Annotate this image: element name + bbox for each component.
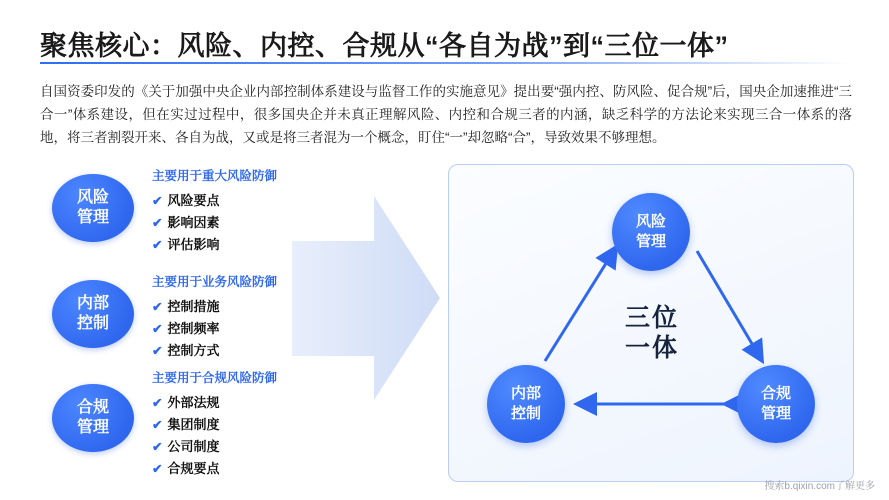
transition-arrow-icon xyxy=(292,186,442,416)
pill-risk-line1: 风险 xyxy=(76,189,109,206)
center-line1: 三位 xyxy=(624,304,679,332)
check-icon: ✔ xyxy=(152,396,163,410)
node-top-line1: 风险 xyxy=(635,213,666,230)
node-right-line1: 合规 xyxy=(760,385,791,402)
pill-risk-management xyxy=(52,174,134,242)
list-item-label: 控制方式 xyxy=(167,343,220,358)
footer-watermark: 搜索b.qixin.com了解更多 xyxy=(764,481,875,492)
check-icon: ✔ xyxy=(152,418,163,432)
node-top-line2: 管理 xyxy=(635,233,666,250)
check-icon: ✔ xyxy=(152,300,163,314)
node-risk-management xyxy=(612,193,690,271)
check-icon: ✔ xyxy=(152,440,163,454)
list-item xyxy=(152,458,277,480)
check-icon: ✔ xyxy=(152,462,163,476)
pill-compliance-management xyxy=(52,384,134,452)
pill-control-line1: 内部 xyxy=(76,295,109,312)
list-item xyxy=(152,318,277,340)
pill-internal-control xyxy=(52,280,134,348)
group-risk xyxy=(152,166,277,256)
list-item-label: 风险要点 xyxy=(167,193,220,208)
check-icon: ✔ xyxy=(152,216,163,230)
list-item xyxy=(152,340,277,362)
center-line2: 一体 xyxy=(624,334,679,362)
node-right-line2: 管理 xyxy=(760,405,791,422)
list-item xyxy=(152,392,277,414)
intro-paragraph: 自国资委印发的《关于加强中央企业内部控制体系建设与监督工作的实施意见》提出要“强内控、防风险、促合规”后，国央企加速推进“三合一”体系建设，但在实过过程中，很多国央企并未真正理解风险、内控和合规三者的内涵，缺乏科学的方法论来实现三合一体系的落地，将三者割裂开来、各自为战，又或是将三者混为一个概念，盯住“一”却忽略“合”，导致效果不够理想。 xyxy=(40,84,852,145)
list-item-label: 公司制度 xyxy=(167,439,220,454)
group-control-heading: 主要用于业务风险防御 xyxy=(152,275,278,289)
list-item-label: 集团制度 xyxy=(167,417,220,432)
group-internal-control xyxy=(152,272,277,362)
list-item-label: 控制措施 xyxy=(167,299,220,314)
center-label xyxy=(597,303,707,363)
node-compliance-management xyxy=(737,365,815,443)
pill-compliance-line2: 管理 xyxy=(76,419,109,436)
list-item xyxy=(152,234,277,256)
right-diagram-panel xyxy=(448,164,854,482)
pill-risk-line2: 管理 xyxy=(76,209,109,226)
check-icon: ✔ xyxy=(152,238,163,252)
list-item-label: 影响因素 xyxy=(167,215,220,230)
list-item-label: 评估影响 xyxy=(167,237,220,252)
group-compliance-heading: 主要用于合规风险防御 xyxy=(152,371,278,385)
pill-compliance-line1: 合规 xyxy=(76,399,109,416)
check-icon: ✔ xyxy=(152,344,163,358)
list-item xyxy=(152,190,277,212)
list-item-label: 控制频率 xyxy=(167,321,220,336)
list-item xyxy=(152,436,277,458)
node-left-line1: 内部 xyxy=(510,385,541,402)
check-icon: ✔ xyxy=(152,194,163,208)
node-internal-control xyxy=(487,365,565,443)
node-left-line2: 控制 xyxy=(510,405,541,422)
title-divider xyxy=(40,62,852,64)
group-risk-heading: 主要用于重大风险防御 xyxy=(152,169,278,183)
list-item xyxy=(152,212,277,234)
list-item-label: 外部法规 xyxy=(167,395,220,410)
pill-control-line2: 控制 xyxy=(76,315,109,332)
list-item xyxy=(152,296,277,318)
list-item xyxy=(152,414,277,436)
list-item-label: 合规要点 xyxy=(167,461,220,476)
page-title: 聚焦核心：风险、内控、合规从“各自为战”到“三位一体” xyxy=(40,31,729,61)
check-icon: ✔ xyxy=(152,322,163,336)
group-compliance xyxy=(152,368,277,480)
